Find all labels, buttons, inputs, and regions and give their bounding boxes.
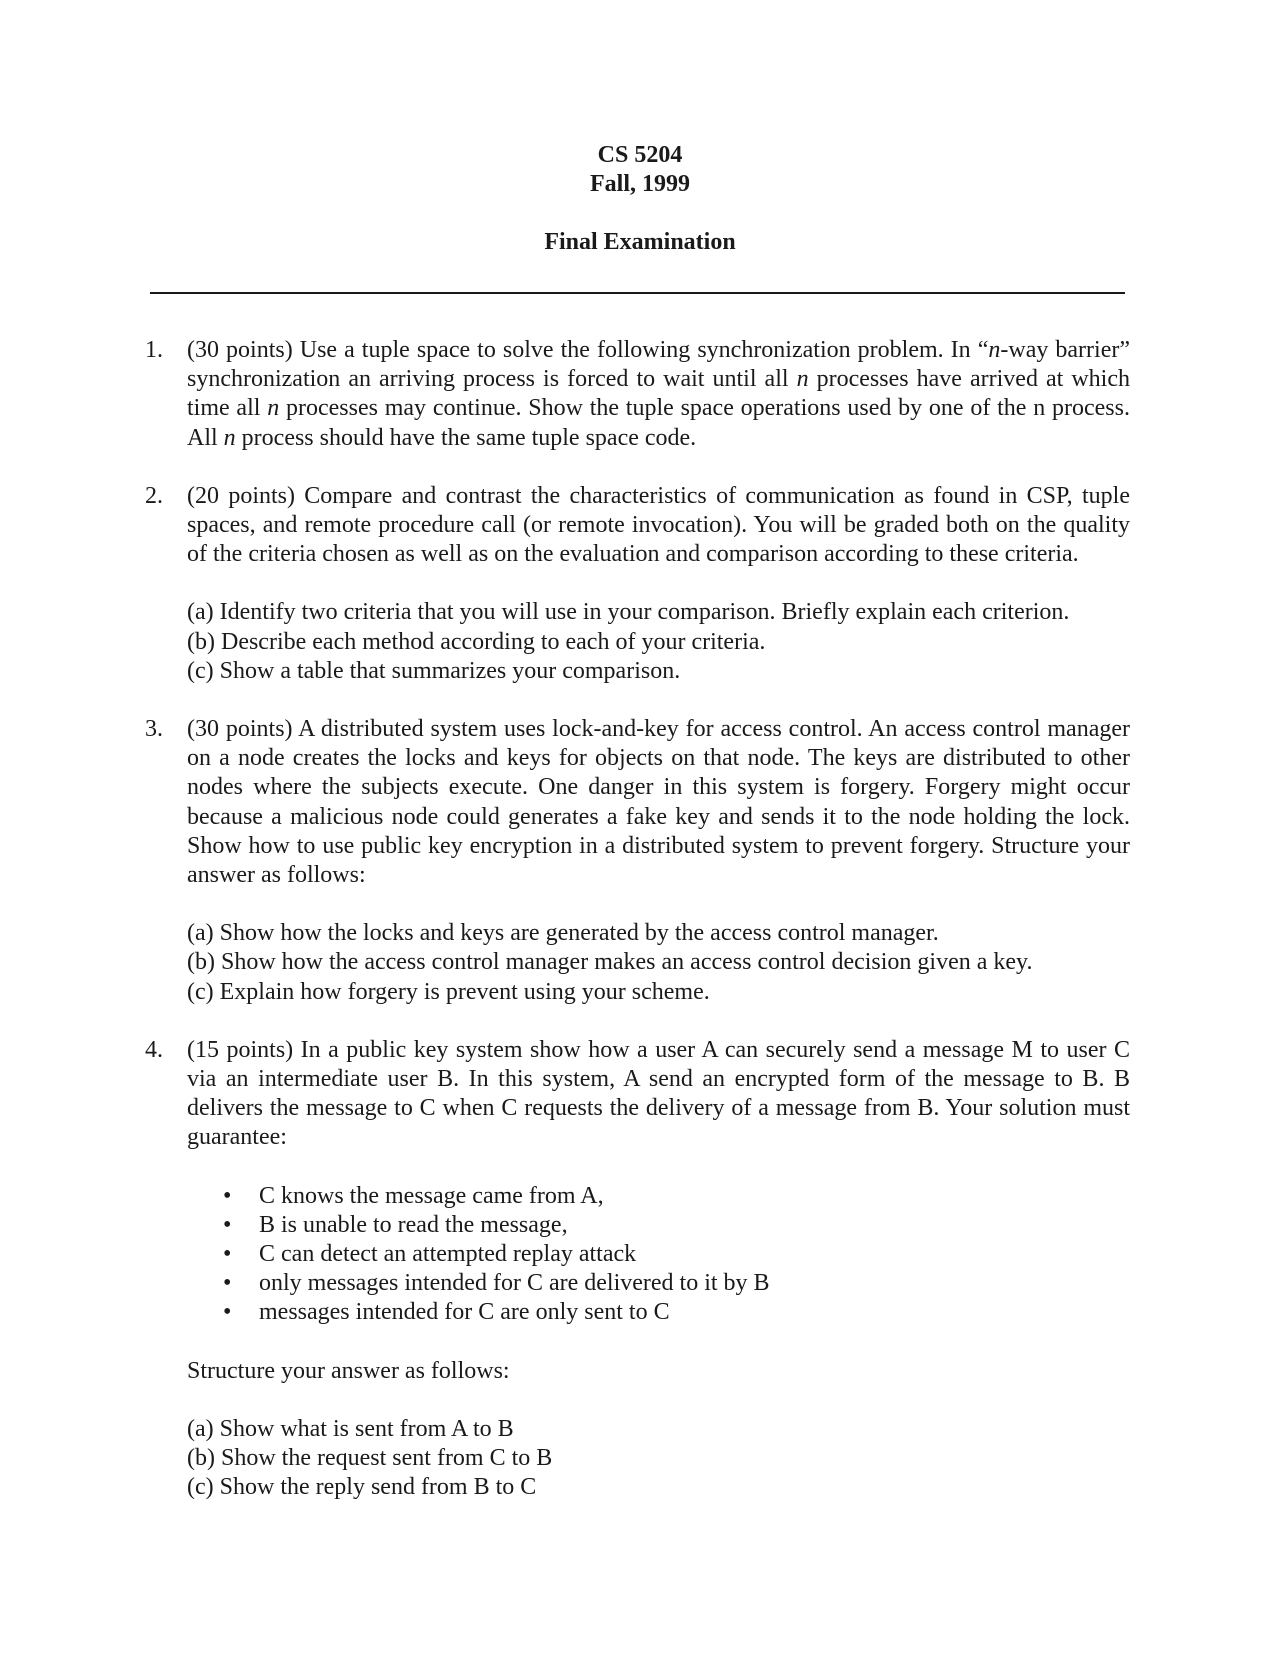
question-part-b: (b) Show how the access control manager makes an access control decision given a key. <box>187 949 1033 976</box>
question-part-c: (c) Show a table that summarizes your comparison. <box>187 657 681 684</box>
bullet-icon: • <box>223 1270 232 1297</box>
header-divider <box>150 292 1125 294</box>
question-part-c: (c) Show the reply send from B to C <box>187 1474 537 1501</box>
bullet-icon: • <box>223 1241 232 1268</box>
exam-title: Final Examination <box>544 229 736 255</box>
bullet-icon: • <box>223 1182 232 1209</box>
question-part-b: (b) Show the request sent from C to B <box>187 1445 553 1472</box>
question-part-a: (a) Identify two criteria that you will use in your comparison. Briefly explain each criterion. <box>187 599 1070 626</box>
bullet-icon: • <box>223 1299 232 1326</box>
question-number: 2. <box>145 482 163 509</box>
questions-list <box>145 336 1130 1532</box>
question-text: (30 points) A distributed system uses lock-and-key for access control. An access control manager on a node creates the locks and keys for objects on that node. The keys are distributed to other nodes where the subjects execute. One danger in this system is forgery. Forgery might occur because a malicious node could generates a fake key and sends it to the node holding the lock. Show how to use public key encryption in a distributed system to prevent forgery. Structure your answer as follows: <box>187 716 1130 889</box>
question-part-a: (a) Show how the locks and keys are generated by the access control manager. <box>187 920 939 947</box>
course-code: CS 5204 <box>597 142 683 168</box>
question-number: 4. <box>145 1036 163 1063</box>
question-text: (20 points) Compare and contrast the characteristics of communication as found in CSP, tuple spaces, and remote procedure call (or remote invocation). You will be graded both on the quality of the criteria chosen as well as on the evaluation and comparison according to these criteria. <box>187 482 1130 568</box>
list-item: • B is unable to read the message, <box>187 1211 1130 1240</box>
question-text: (30 points) Use a tuple space to solve the following synchronization problem. In “n-way barrier” synchronization an arriving process is forced to wait until all n processes have arrived at which time all n processes may continue. Show the tuple space operations used by one of the n process. All n process should have the same tuple space code. <box>187 337 1131 451</box>
question-number: 3. <box>145 716 163 743</box>
question-number: 1. <box>145 337 163 363</box>
question-text: (15 points) In a public key system show how a user A can securely send a message M to user C via an intermediate user B. In this system, A send an encrypted form of the message to B. B delivers the message to C when C requests the delivery of a message from B. Your solution must guarantee: <box>187 1036 1130 1151</box>
question-1 <box>145 336 1130 453</box>
question-parts <box>187 598 1130 686</box>
structure-instruction: Structure your answer as follows: <box>187 1357 510 1384</box>
question-part-a: (a) Show what is sent from A to B <box>187 1415 514 1442</box>
term: Fall, 1999 <box>590 171 690 197</box>
bullet-icon: • <box>223 1211 232 1238</box>
question-2 <box>145 482 1130 686</box>
question-part-b: (b) Describe each method according to each of your criteria. <box>187 628 766 655</box>
list-item: • C knows the message came from A, <box>187 1182 1130 1211</box>
question-part-c: (c) Explain how forgery is prevent using your scheme. <box>187 978 710 1005</box>
question-parts <box>187 919 1130 1007</box>
list-item: • messages intended for C are only sent to C <box>187 1298 1130 1327</box>
guarantee-list <box>187 1182 1130 1328</box>
list-item: • only messages intended for C are delivered to it by B <box>187 1269 1130 1298</box>
list-item: • C can detect an attempted replay attack <box>187 1240 1130 1269</box>
question-parts <box>187 1415 1130 1503</box>
question-3 <box>145 715 1130 1007</box>
question-4 <box>145 1036 1130 1503</box>
